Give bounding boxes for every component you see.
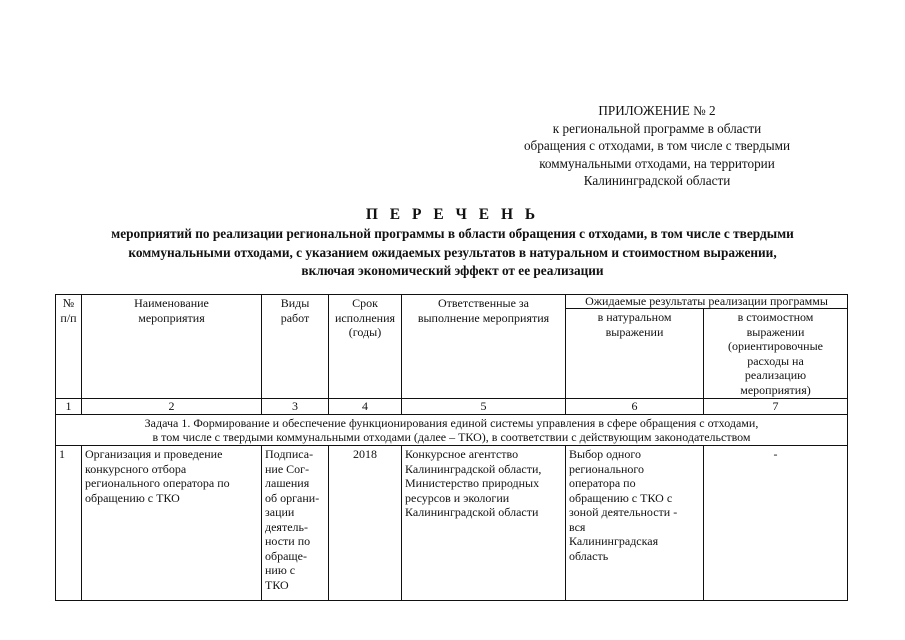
appendix-line: коммунальными отходами, на территории [539,155,775,171]
header-row [56,295,848,309]
table-row [56,446,848,601]
row-responsible: Конкурсное агентство Калининградской области, Министерство природных ресурсов и экологии Калининградской области [402,446,566,601]
column-number: 2 [82,399,262,415]
header-num: № п/п [56,295,82,399]
column-number: 4 [329,399,402,415]
appendix-header [497,102,817,190]
column-number: 3 [262,399,329,415]
column-number: 1 [56,399,82,415]
row-natural: Выбор одного регионального оператора по обращению с ТКО с зоной деятельности - вся Калининградская область [566,446,704,601]
appendix-line: Калининградской области [583,173,731,188]
document-title [40,206,865,280]
title-main: П Е Р Е Ч Е Н Ь [365,206,540,223]
row-cost: - [704,446,848,601]
column-number: 6 [566,399,704,415]
column-number: 7 [704,399,848,415]
appendix-line: обращения с отходами, в том числе с твердыми [523,138,791,153]
column-number: 5 [402,399,566,415]
header-work: Виды работ [262,295,329,399]
task-row [56,415,848,446]
appendix-title: ПРИЛОЖЕНИЕ № 2 [598,103,716,118]
title-subtitle-line: мероприятий по реализации региональной программы в области обращения с отходами, в том числе с твердыми [111,226,794,241]
row-work: Подписа- ние Сог- лашения об органи- зации деятель- ности по обраще- нию с ТКО [262,446,329,601]
row-name: Организация и проведение конкурсного отбора регионального оператора по обращению с ТКО [82,446,262,601]
column-number-row [56,399,848,415]
header-results: Ожидаемые результаты реализации программы [566,295,848,309]
title-subtitle-line: коммунальными отходами, с указанием ожидаемых результатов в натуральном и стоимостном выражении, [128,244,777,260]
measures-table [55,294,848,601]
header-cost: в стоимостном выражении (ориентировочные расходы на реализацию мероприятия) [704,309,848,399]
title-subtitle-line: включая экономический эффект от ее реализации [301,263,604,278]
task-title: Задача 1. Формирование и обеспечение функционирования единой системы управления в сфере обращения с отходами, в том числе с твердыми коммунальными отходами (далее – ТКО), в соответствии с действующим законодательством [56,415,848,446]
header-natural: в натуральном выражении [566,309,704,399]
header-responsible: Ответственные за выполнение мероприятия [402,295,566,399]
header-name: Наименование мероприятия [82,295,262,399]
appendix-line: к региональной программе в области [552,120,762,136]
row-num: 1 [56,446,82,601]
header-term: Срок исполнения (годы) [329,295,402,399]
row-term: 2018 [329,446,402,601]
